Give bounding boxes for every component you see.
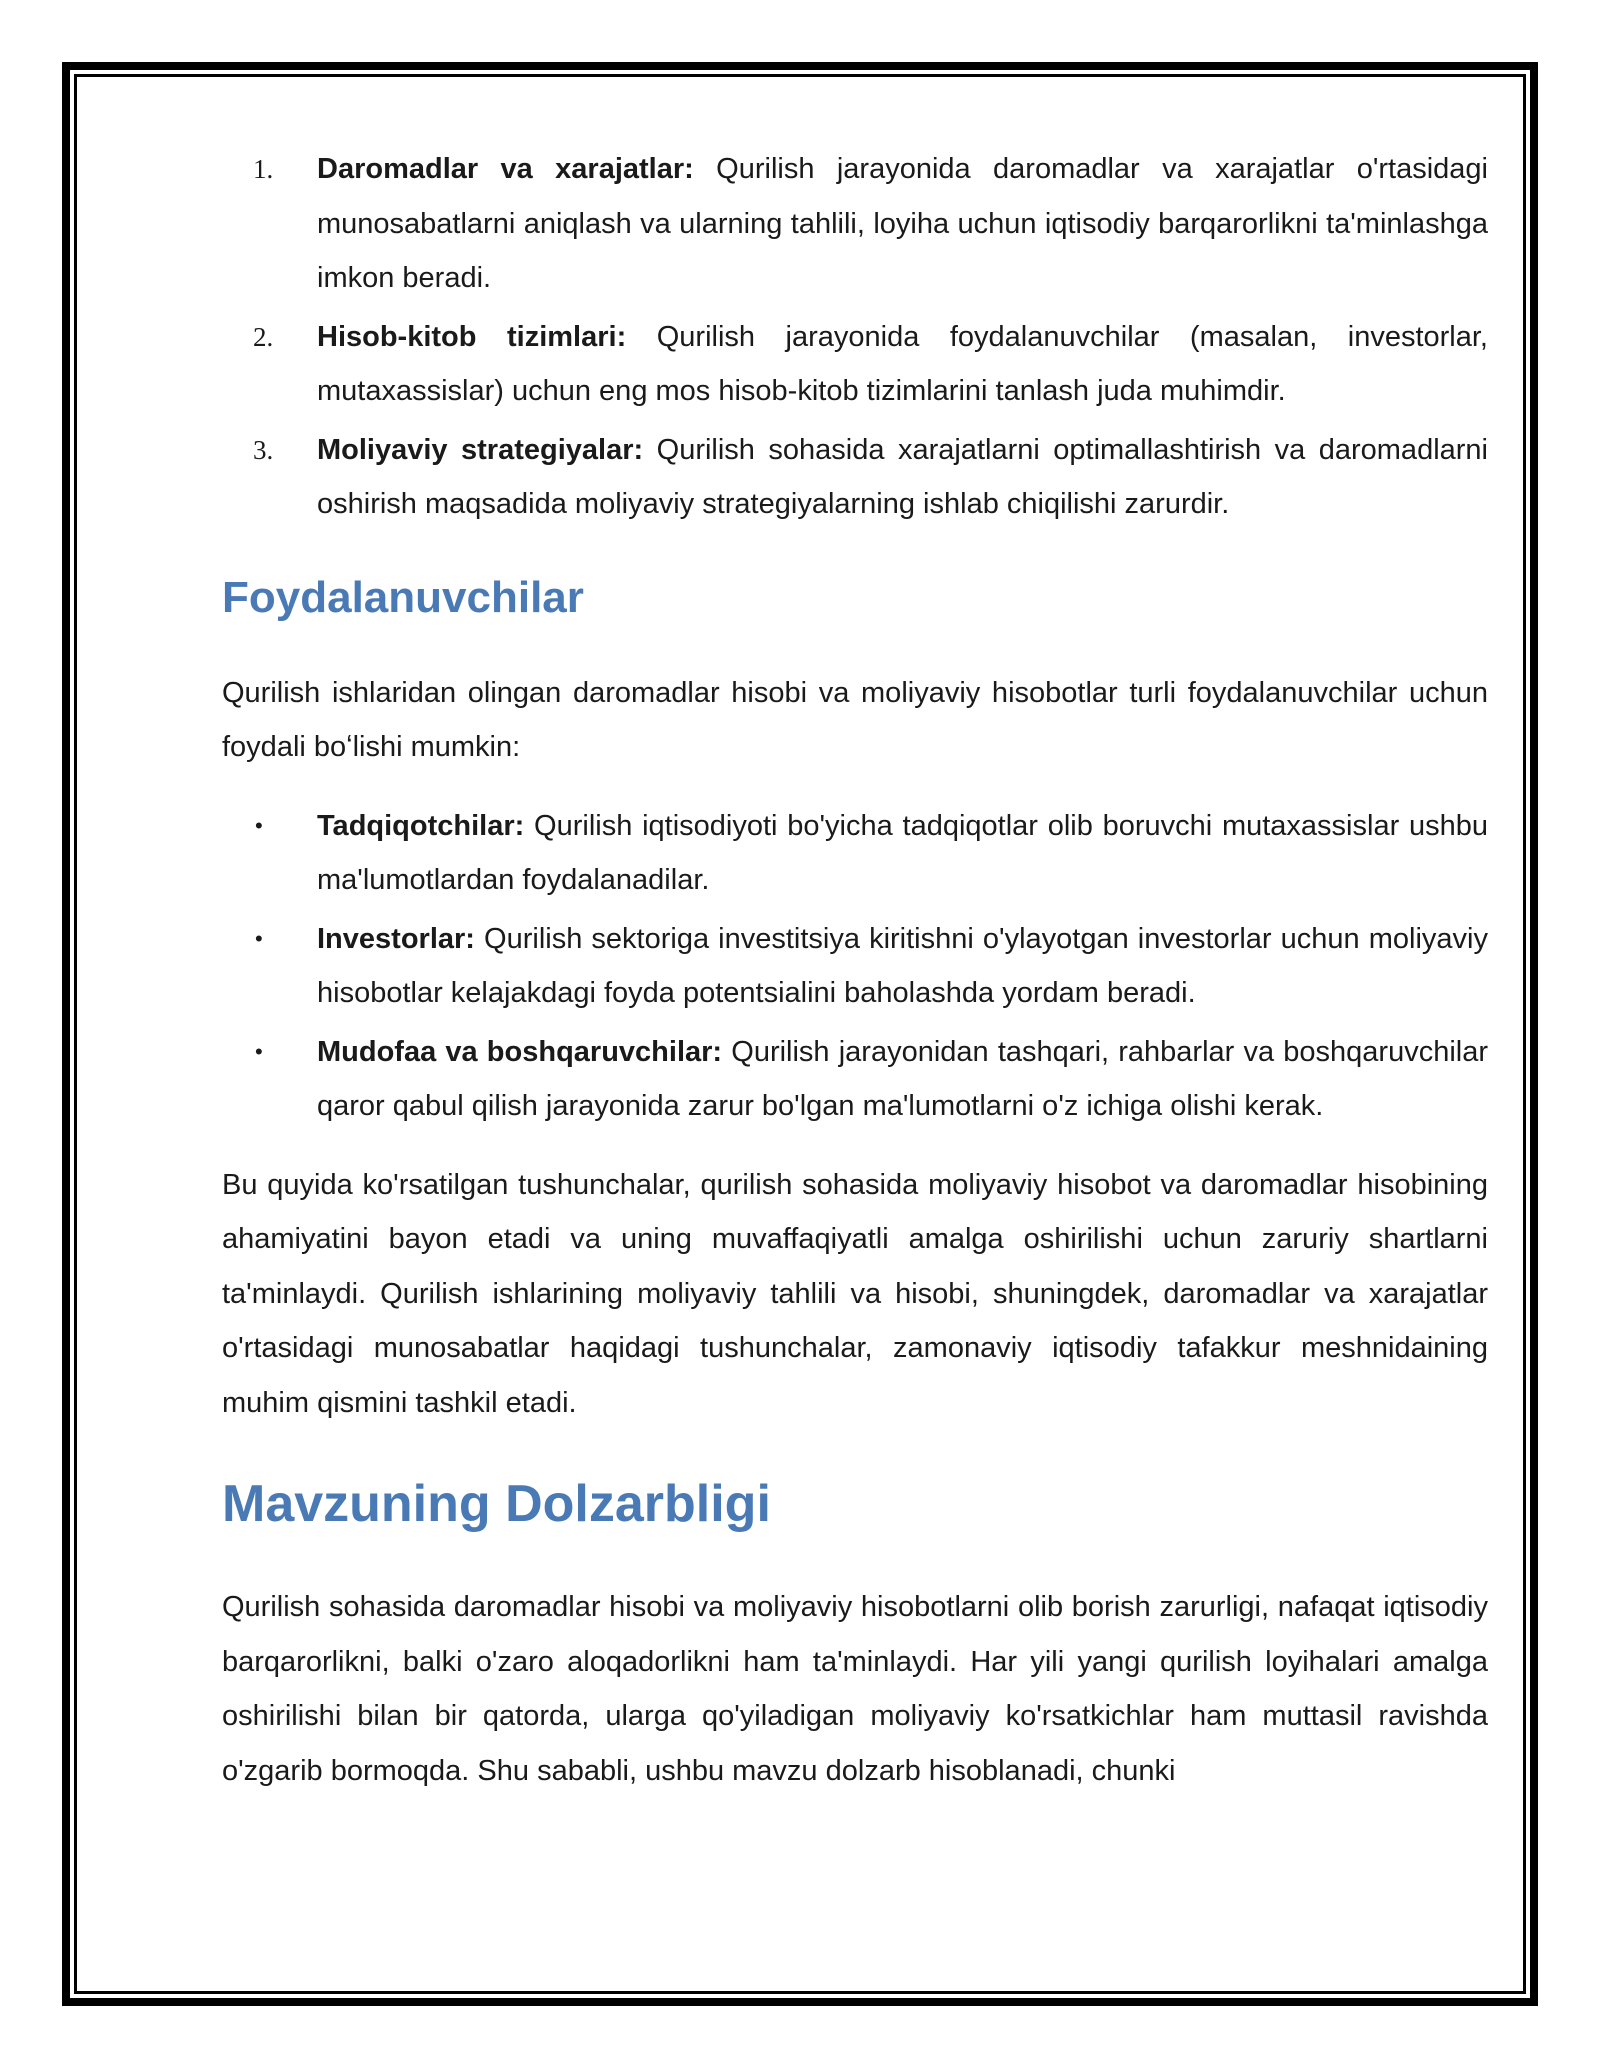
list-text: Qurilish iqtisodiyoti bo'yicha tadqiqotlar olib boruvchi mutaxassislar ushbu ma'lumotlardan foydalanadilar.: [317, 809, 1488, 896]
section-heading-foydalanuvchilar: Foydalanuvchilar: [222, 572, 584, 622]
list-term: Mudofaa va boshqaruvchilar:: [317, 1035, 723, 1068]
bullet-list-item: [222, 1025, 1488, 1134]
document-content: [222, 142, 1488, 1818]
bullet-marker: •: [255, 812, 263, 838]
bullet-list-item: [222, 912, 1488, 1021]
section-heading-mavzuning-dolzarbligi: Mavzuning Dolzarbligi: [222, 1475, 771, 1533]
list-term: Daromadlar va xarajatlar:: [317, 153, 694, 185]
list-term: Investorlar:: [317, 922, 475, 955]
list-number: 1.: [253, 154, 274, 184]
bullet-marker: •: [255, 1038, 263, 1064]
numbered-list-item: [222, 142, 1488, 306]
relevance-paragraph: Qurilish sohasida daromadlar hisobi va moliyaviy hisobotlarni olib borish zarurligi, nafaqat iqtisodiy barqarorlikni, balki o'zaro aloqadorlikni ham ta'minlaydi. Har yili yangi qurilish loyihalari amalga oshirilishi bilan bir qatorda, ularga qo'yiladigan moliyaviy ko'rsatkichlar ham muttasil ravishda o'zgarib bormoqda. Shu sababli, ushbu mavzu dolzarb hisoblanadi, chunki: [222, 1591, 1488, 1787]
numbered-list: [222, 142, 1488, 532]
numbered-list-item: [222, 310, 1488, 419]
list-text: Qurilish jarayonidan tashqari, rahbarlar va boshqaruvchilar qaror qabul qilish jarayonida zarur bo'lgan ma'lumotlarni o'z ichiga olishi kerak.: [317, 1035, 1488, 1122]
users-intro-paragraph: Qurilish ishlaridan olingan daromadlar hisobi va moliyaviy hisobotlar turli foydalanuvchilar uchun foydali boʻlishi mumkin:: [222, 676, 1488, 763]
bullet-list: [222, 799, 1488, 1134]
bullet-list-item: [222, 799, 1488, 908]
users-closing-paragraph: Bu quyida ko'rsatilgan tushunchalar, qurilish sohasida moliyaviy hisobot va daromadlar hisobining ahamiyatini bayon etadi va uning muvaffaqiyatli amalga oshirilishi uchun zaruriy shartlarni ta'minlaydi. Qurilish ishlarining moliyaviy tahlili va hisobi, shuningdek, daromadlar va xarajatlar o'rtasidagi munosabatlar haqidagi tushunchalar, zamonaviy iqtisodiy tafakkur meshnidaining muhim qismini tashkil etadi.: [222, 1168, 1488, 1419]
list-text: Qurilish sohasida xarajatlarni optimallashtirish va daromadlarni oshirish maqsadida moliyaviy strategiyalarning ishlab chiqilishi zarurdir.: [317, 433, 1488, 520]
list-number: 3.: [253, 434, 274, 465]
bullet-marker: •: [255, 925, 263, 951]
numbered-list-item: [222, 423, 1488, 532]
list-number: 2.: [253, 321, 274, 352]
list-text: Qurilish jarayonida daromadlar va xarajatlar o'rtasidagi munosabatlarni aniqlash va ularning tahlili, loyiha uchun iqtisodiy barqarorlikni ta'minlashga imkon beradi.: [317, 153, 1488, 294]
list-term: Hisob-kitob tizimlari:: [317, 320, 627, 353]
list-term: Moliyaviy strategiyalar:: [317, 433, 644, 466]
list-text: Qurilish sektoriga investitsiya kiritishni o'ylayotgan investorlar uchun moliyaviy hisobotlar kelajakdagi foyda potentsialini baholashda yordam beradi.: [317, 922, 1488, 1009]
list-term: Tadqiqotchilar:: [317, 809, 525, 842]
list-text: Qurilish jarayonida foydalanuvchilar (masalan, investorlar, mutaxassislar) uchun eng mos hisob-kitob tizimlarini tanlash juda muhimdir.: [317, 320, 1488, 407]
